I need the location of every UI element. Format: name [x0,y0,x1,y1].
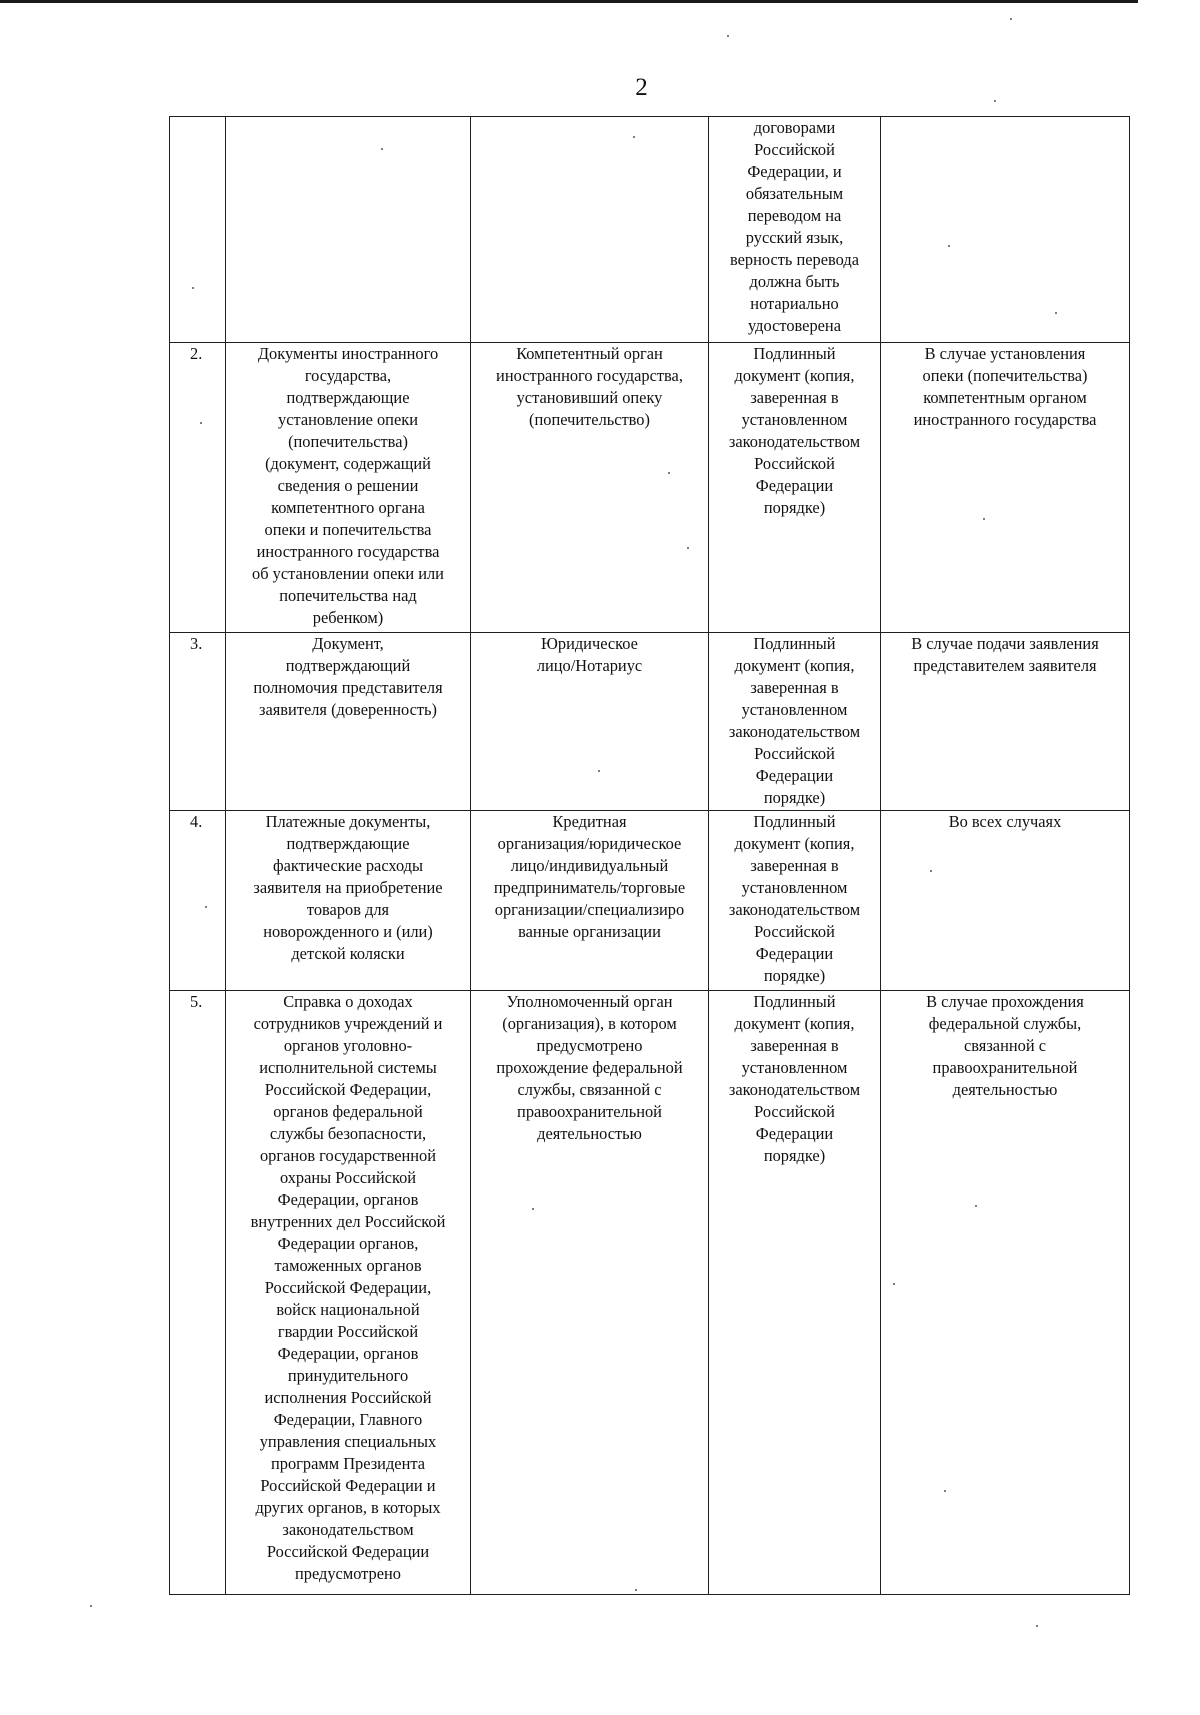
scan-speck [205,906,207,908]
table-row [170,117,1130,343]
document-cell [226,991,471,1595]
scan-speck [930,870,932,872]
table-row [170,811,1130,991]
document-name: Справка о доходах сотрудников учреждений и органов уголовно- исполнительной системы Российской Федерации, органов федеральной службы безопасности, органов государственной охраны Российской Федерации, органов внутренних дел Российской Федерации органов, таможенных органов Российской Федерации, войск национальной гвардии Российской Федерации, органов принудительного исполнения Российской Федерации, Главного управления специальных программ Президента Российской Федерации и других органов, в которых законодательством Российской Федерации предусмотрено [250,992,446,1583]
scan-speck [381,148,383,150]
scan-speck [687,547,689,549]
scan-speck [944,1490,946,1492]
table-row [170,633,1130,811]
document-form: Подлинный документ (копия, заверенная в установленном законодательством Российской Федерации порядке) [728,812,861,985]
condition-cell [881,633,1130,811]
scan-speck [200,422,202,424]
document-form: Подлинный документ (копия, заверенная в установленном законодательством Российской Федерации порядке) [728,344,861,517]
form-cell [709,117,881,343]
submission-condition: В случае установления опеки (попечительства) компетентным органом иностранного государства [913,344,1097,429]
scan-speck [948,245,950,247]
scan-speck [598,770,600,772]
document-cell [226,633,471,811]
scan-speck [1010,18,1012,20]
scan-speck [893,1283,895,1285]
submission-condition: Во всех случаях [948,812,1062,831]
scan-speck [635,1589,637,1591]
issuer-cell [471,811,709,991]
scan-speck [727,35,729,37]
row-number: 3. [190,634,203,653]
document-name: Документы иностранного государства, подтверждающие установление опеки (попечительства) (документ, содержащий сведения о решении компетентного органа опеки и попечительства иностранного государства об установлении опеки или попечительства над ребенком) [252,344,444,627]
table-row [170,343,1130,633]
row-number-cell [170,343,226,633]
scan-top-edge-line [0,0,1138,3]
scan-speck [1055,312,1057,314]
condition-cell [881,811,1130,991]
submission-condition: В случае подачи заявления представителем заявителя [911,634,1099,675]
form-cell [709,991,881,1595]
scan-speck [633,136,635,138]
document-form: Подлинный документ (копия, заверенная в установленном законодательством Российской Федерации порядке) [728,634,861,807]
scan-speck [668,472,670,474]
document-cell [226,343,471,633]
issuer-cell [471,117,709,343]
scan-speck [994,100,996,102]
issuer-name: Кредитная организация/юридическое лицо/индивидуальный предприниматель/торговые организации/специализиро ванные организации [493,812,686,941]
document-form: договорами Российской Федерации, и обязательным переводом на русский язык, верность перевода должна быть нотариально удостоверена [730,118,859,335]
submission-condition: В случае прохождения федеральной службы, связанной с правоохранительной деятельностью [926,992,1084,1099]
issuer-cell [471,343,709,633]
row-number-cell [170,811,226,991]
documents-table [169,116,1130,1595]
issuer-name: Компетентный орган иностранного государства, установивший опеку (попечительство) [496,344,683,429]
scan-speck [532,1208,534,1210]
row-number: 4. [190,812,203,831]
scan-speck [1036,1625,1038,1627]
condition-cell [881,991,1130,1595]
row-number: 2. [190,344,203,363]
row-number-cell [170,117,226,343]
row-number-cell [170,991,226,1595]
document-cell [226,117,471,343]
form-cell [709,633,881,811]
form-cell [709,811,881,991]
table-row [170,991,1130,1595]
document-name: Платежные документы, подтверждающие фактические расходы заявителя на приобретение товаров для новорожденного и (или) детской коляски [253,812,443,963]
row-number: 5. [190,992,203,1011]
scan-speck [192,287,194,289]
scan-speck [90,1605,92,1607]
condition-cell [881,343,1130,633]
issuer-name: Юридическое лицо/Нотариус [536,634,643,675]
issuer-cell [471,991,709,1595]
issuer-cell [471,633,709,811]
document-form: Подлинный документ (копия, заверенная в установленном законодательством Российской Федерации порядке) [728,992,861,1165]
condition-cell [881,117,1130,343]
row-number-cell [170,633,226,811]
form-cell [709,343,881,633]
scan-speck [983,518,985,520]
document-name: Документ, подтверждающий полномочия представителя заявителя (доверенность) [253,634,443,719]
issuer-name: Уполномоченный орган (организация), в котором предусмотрено прохождение федеральной службы, связанной с правоохранительной деятельностью [496,992,683,1143]
scan-speck [975,1205,977,1207]
page-number: 2 [635,74,648,101]
document-cell [226,811,471,991]
